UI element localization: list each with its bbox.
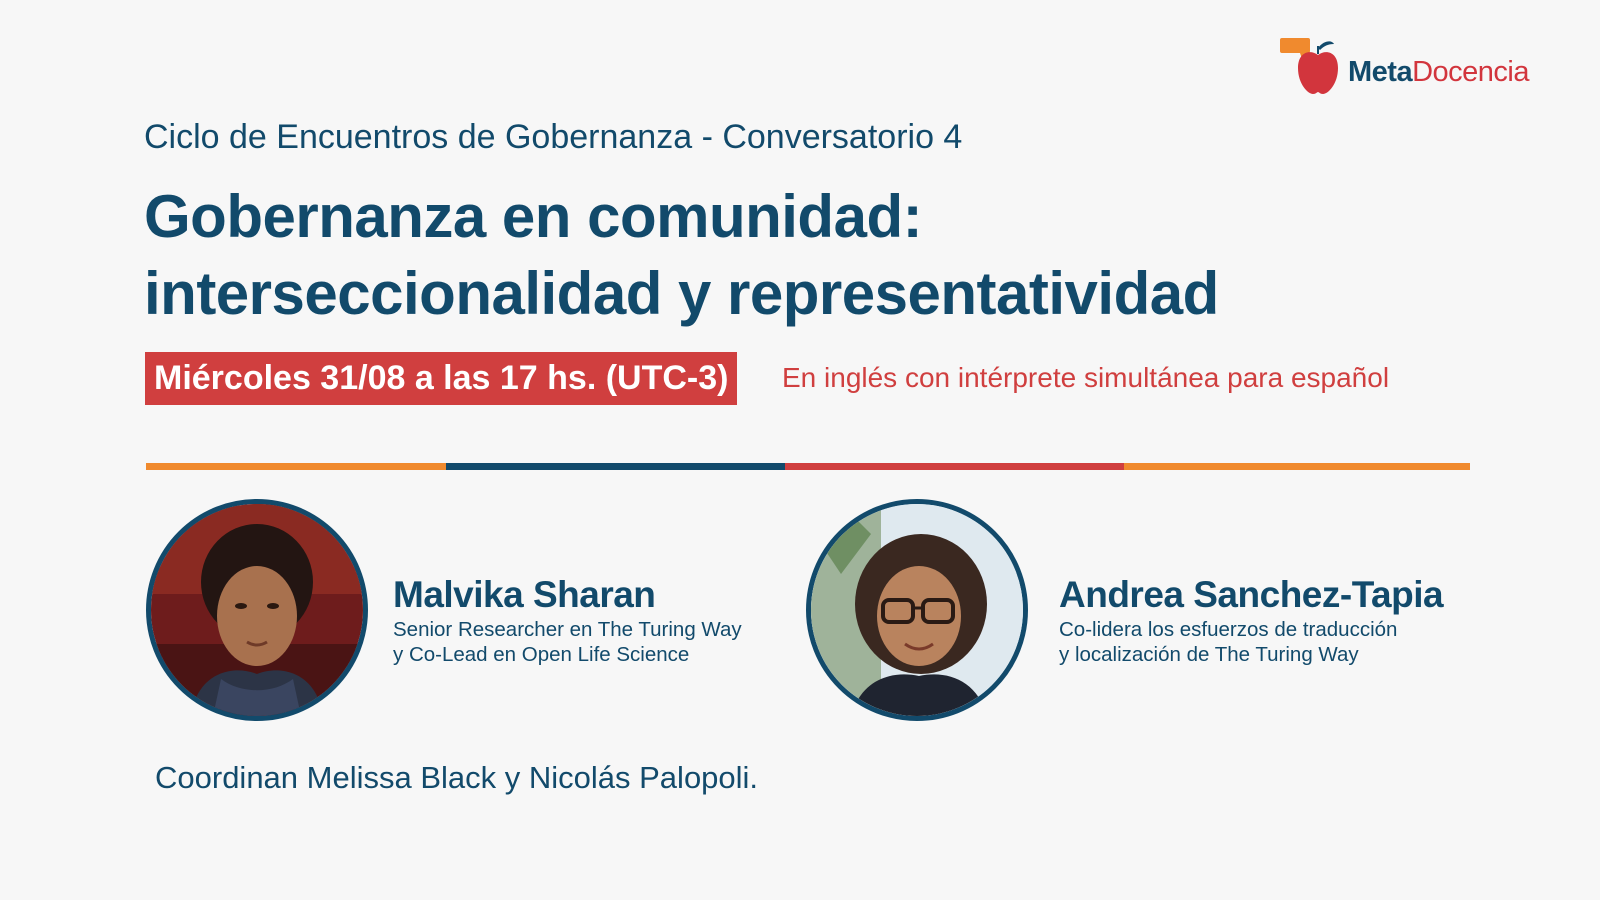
speaker-photo-malvika bbox=[146, 499, 368, 721]
divider-segment-red bbox=[785, 463, 1124, 470]
event-title bbox=[144, 178, 1219, 332]
event-title-line-1: Gobernanza en comunidad: bbox=[144, 183, 923, 250]
language-note: En inglés con intérprete simultánea para español bbox=[782, 362, 1390, 393]
apple-speech-bubble-icon bbox=[1280, 38, 1348, 96]
coordinators-text: Coordinan Melissa Black y Nicolás Palopoli. bbox=[155, 760, 759, 795]
series-subtitle: Ciclo de Encuentros de Gobernanza - Conversatorio 4 bbox=[144, 118, 963, 156]
speaker-role-line-2: y Co-Lead en Open Life Science bbox=[393, 643, 690, 666]
divider-segment-orange-2 bbox=[1124, 463, 1470, 470]
divider-segment-navy bbox=[446, 463, 785, 470]
speaker-photo-icon bbox=[151, 504, 363, 716]
event-date-badge: Miércoles 31/08 a las 17 hs. (UTC-3) bbox=[145, 352, 737, 405]
speaker-info-malvika bbox=[393, 573, 742, 667]
event-title-line-2: interseccionalidad y representatividad bbox=[144, 260, 1219, 327]
logo-wordmark bbox=[1348, 56, 1529, 89]
speaker-name: Andrea Sanchez-Tapia bbox=[1059, 574, 1444, 615]
speaker-role-line-1: Co-lidera los esfuerzos de traducción bbox=[1059, 618, 1398, 641]
speaker-photo-andrea bbox=[806, 499, 1028, 721]
speaker-role-line-1: Senior Researcher en The Turing Way bbox=[393, 618, 742, 641]
divider-segment-orange bbox=[146, 463, 446, 470]
speaker-role-line-2: y localización de The Turing Way bbox=[1059, 643, 1359, 666]
speaker-name: Malvika Sharan bbox=[393, 574, 656, 615]
speaker-photo-icon bbox=[811, 504, 1023, 716]
logo-text-meta: Meta bbox=[1348, 56, 1413, 88]
metadocencia-logo bbox=[1280, 38, 1530, 96]
speaker-info-andrea bbox=[1059, 573, 1443, 667]
color-divider bbox=[146, 463, 1470, 470]
logo-text-docencia: Docencia bbox=[1412, 56, 1529, 88]
